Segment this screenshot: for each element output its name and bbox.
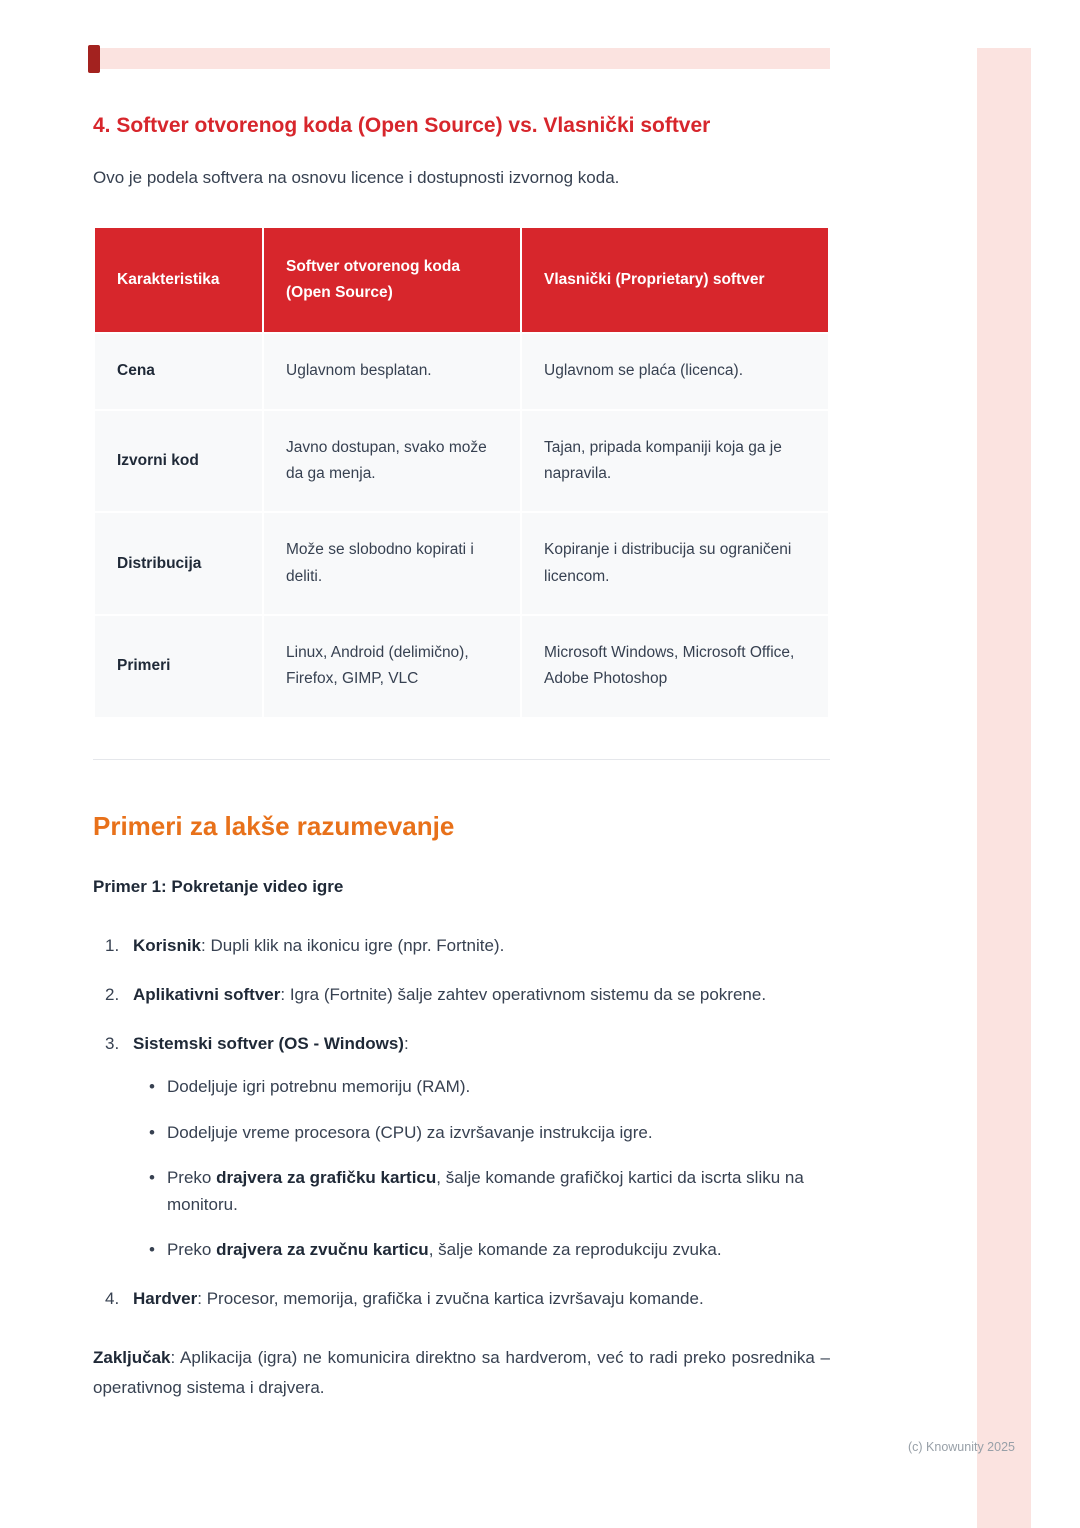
table-header-row — [94, 227, 829, 334]
step-bold-text: Aplikativni softver — [133, 985, 281, 1005]
step-suffix-text: : Dupli klik na ikonicu igre (npr. Fortnite). — [201, 935, 505, 955]
row-label: Primeri — [94, 615, 263, 718]
row-label: Izvorni kod — [94, 410, 263, 513]
example-subheading: Primer 1: Pokretanje video igre — [93, 876, 344, 896]
footer-copyright: (c) Knowunity 2025 — [907, 1440, 1015, 1454]
bullet-prefix-text: Preko — [166, 1240, 217, 1260]
cell-open-source: Linux, Android (delimično), Firefox, GIMP, VLC — [263, 615, 521, 718]
conclusion-paragraph — [93, 1343, 830, 1404]
step-number: 3. — [105, 1034, 120, 1054]
bullet-text — [167, 1164, 830, 1218]
cell-open-source: Uglavnom besplatan. — [263, 333, 521, 409]
cell-proprietary: Uglavnom se plaća (licenca). — [521, 333, 829, 409]
table-row-cena — [94, 333, 829, 409]
step-number: 1. — [105, 935, 120, 955]
bullet-text — [167, 1119, 653, 1146]
step-bold-text: Korisnik — [133, 935, 202, 955]
section-divider — [93, 759, 830, 760]
top-decor-bar — [93, 48, 830, 69]
table-header-karakteristika: Karakteristika — [94, 227, 263, 334]
bullet-item — [149, 1164, 830, 1218]
cell-proprietary: Tajan, pripada kompaniji koja ga je napravila. — [521, 410, 829, 513]
bullet-item — [149, 1119, 830, 1146]
bullet-icon: • — [149, 1122, 155, 1142]
step-number: 2. — [105, 985, 120, 1005]
step-text — [133, 985, 766, 1004]
list-item-step-1 — [93, 932, 830, 959]
step-text — [133, 1289, 704, 1308]
row-label: Distribucija — [94, 512, 263, 615]
bullet-suffix-text: , šalje komande za reprodukciju zvuka. — [428, 1240, 722, 1260]
table-row-distribucija — [94, 512, 829, 615]
table-row-primeri — [94, 615, 829, 718]
section-heading: 4. Softver otvorenog koda (Open Source) vs. Vlasnički softver — [93, 114, 711, 137]
bullet-item — [149, 1236, 830, 1263]
list-item-step-2 — [93, 981, 830, 1008]
steps-list — [93, 932, 830, 1313]
conclusion-suffix-text: : Aplikacija (igra) ne komunicira direktno sa hardverom, već to radi preko posrednika – operativnog sistema i drajvera. — [93, 1347, 830, 1398]
bullet-text — [167, 1236, 722, 1263]
cell-open-source: Može se slobodno kopirati i deliti. — [263, 512, 521, 615]
list-item-step-3 — [93, 1030, 830, 1263]
table-header-proprietary: Vlasnički (Proprietary) softver — [521, 227, 829, 334]
row-label: Cena — [94, 333, 263, 409]
bullet-icon: • — [149, 1167, 155, 1187]
table-header-open-source: Softver otvorenog koda (Open Source) — [263, 227, 521, 334]
cell-proprietary: Kopiranje i distribucija su ograničeni licencom. — [521, 512, 829, 615]
right-decor-strip — [977, 48, 1031, 1528]
top-left-accent-bar — [88, 45, 100, 73]
bullet-suffix-text: , šalje komande grafičkoj kartici da iscrta sliku na monitoru. — [166, 1167, 804, 1214]
cell-proprietary: Microsoft Windows, Microsoft Office, Adobe Photoshop — [521, 615, 829, 718]
cell-open-source: Javno dostupan, svako može da ga menja. — [263, 410, 521, 513]
step-suffix-text: : — [403, 1034, 409, 1054]
bullet-text — [167, 1073, 470, 1100]
sub-bullet-list — [149, 1073, 830, 1263]
comparison-table — [93, 226, 830, 719]
step-bold-text: Sistemski softver (OS - Windows) — [133, 1034, 404, 1054]
bullet-prefix-text: Preko — [166, 1167, 217, 1187]
step-bold-text: Hardver — [133, 1289, 198, 1309]
bullet-icon: • — [149, 1077, 155, 1097]
step-suffix-text: : Procesor, memorija, grafička i zvučna kartica izvršavaju komande. — [197, 1289, 704, 1309]
step-number: 4. — [105, 1289, 120, 1309]
bullet-bold-text: drajvera za zvučnu karticu — [216, 1240, 429, 1260]
bullet-icon: • — [149, 1240, 155, 1260]
table-row-izvorni-kod — [94, 410, 829, 513]
step-text — [133, 1034, 409, 1053]
conclusion-bold-text: Zaključak — [93, 1347, 171, 1367]
bullet-prefix-text: Dodeljuje vreme procesora (CPU) za izvršavanje instrukcija igre. — [166, 1122, 653, 1142]
step-suffix-text: : Igra (Fortnite) šalje zahtev operativnom sistemu da se pokrene. — [280, 985, 767, 1005]
bullet-item — [149, 1073, 830, 1100]
list-item-step-4 — [93, 1285, 830, 1312]
bullet-prefix-text: Dodeljuje igri potrebnu memoriju (RAM). — [166, 1077, 471, 1097]
document-content — [93, 112, 830, 1404]
section-intro: Ovo je podela softvera na osnovu licence i dostupnosti izvornog koda. — [93, 168, 620, 188]
examples-heading: Primeri za lakše razumevanje — [93, 810, 455, 841]
step-text — [133, 936, 504, 955]
bullet-bold-text: drajvera za grafičku karticu — [216, 1167, 437, 1187]
